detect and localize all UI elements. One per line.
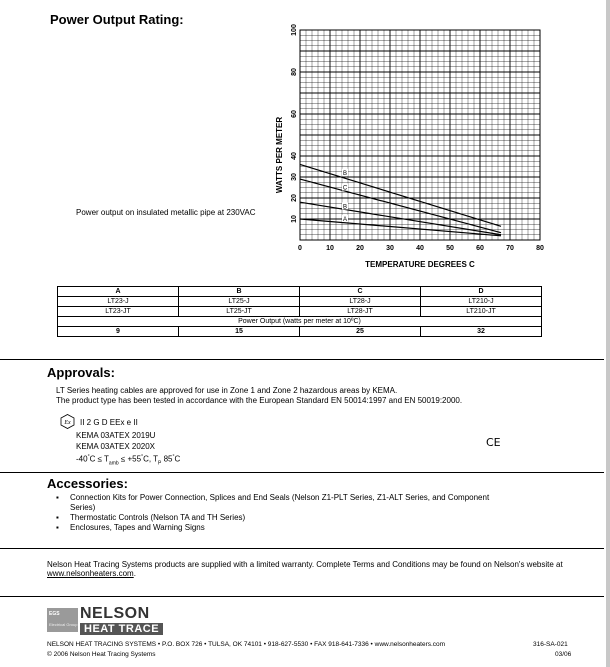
table-cell: LT28-JT	[300, 307, 421, 317]
series-label: A	[342, 217, 348, 223]
y-axis-label: WATTS PER METER	[275, 116, 284, 194]
doc-code: 316-SA-021	[533, 641, 568, 648]
x-tick-label: 60	[476, 245, 484, 252]
x-tick-label: 20	[356, 245, 364, 252]
x-tick-label: 0	[298, 245, 302, 252]
y-tick-label: 80	[291, 68, 298, 76]
series-label: B	[342, 204, 348, 211]
table-cell: LT25-J	[179, 297, 300, 307]
table-cell: LT23-J	[58, 297, 179, 307]
series-label: C	[342, 185, 348, 192]
temp-max: ≤ +55	[118, 454, 142, 464]
footer-copyright: © 2006 Nelson Heat Tracing Systems	[47, 651, 156, 658]
x-tick-label: 10	[326, 245, 334, 252]
table-row	[58, 327, 542, 337]
temp-unit: C	[174, 454, 181, 464]
x-tick-label: 50	[446, 245, 454, 252]
x-tick-label: 70	[506, 245, 514, 252]
table-cell: LT23-JT	[58, 307, 179, 317]
temp-rating: $-40^\circ C \le T_{amb} \le +55^\circ C$, $T_P$ 85°C	[76, 454, 181, 467]
power-output-title: Power Output Rating:	[50, 12, 184, 27]
x-tick-label: 80	[536, 245, 544, 252]
footer-address: NELSON HEAT TRACING SYSTEMS • P.O. BOX 726 • TULSA, OK 74101 • 918-627-5530 • FAX 918-641-7336 • www.nelsonheaters.com	[47, 641, 446, 648]
y-tick-label: 60	[291, 110, 298, 118]
brand-subtitle: HEAT TRACE	[80, 623, 163, 635]
table-cell: LT25-JT	[179, 307, 300, 317]
divider	[0, 359, 604, 360]
y-tick-label: 40	[291, 152, 298, 160]
chart-ticks	[291, 24, 544, 252]
power-output-caption: Power Output (watts per meter at 10ºC)	[58, 317, 542, 327]
table-cell: LT210-J	[421, 297, 542, 307]
accessories-list	[56, 493, 516, 533]
x-tick-label: 30	[386, 245, 394, 252]
table-row	[58, 317, 542, 327]
series-label: B	[342, 170, 348, 177]
x-axis-label: TEMPERATURE DEGREES C	[365, 260, 475, 269]
list-item: ▪ Thermostatic Controls (Nelson TA and TH Series)	[56, 513, 516, 523]
warranty-end: .	[133, 569, 136, 578]
approvals-line1: LT Series heating cables are approved for use in Zone 1 and Zone 2 hazardous areas by KEMA.	[56, 386, 398, 395]
y-tick-label: 30	[291, 173, 298, 181]
col-c-header: C	[300, 287, 421, 297]
col-d-header: D	[421, 287, 542, 297]
table-cell: 9	[58, 327, 179, 337]
y-tick-label: 100	[291, 24, 298, 36]
website-link[interactable]: www.nelsonheaters.com	[47, 569, 134, 578]
list-item: ▪ Connection Kits for Power Connection, Splices and End Seals (Nelson Z1-PLT Series, Z1-ALT Series, and Component Series)	[56, 493, 516, 513]
warranty-text	[47, 560, 577, 578]
temp-sub: P	[158, 460, 162, 467]
temp-part: C, T	[143, 454, 159, 464]
table-cell: 15	[179, 327, 300, 337]
table-cell: LT28-J	[300, 297, 421, 307]
col-b-header: B	[179, 287, 300, 297]
doc-date: 03/06	[555, 651, 572, 658]
accessories-title: Accessories:	[47, 476, 128, 491]
approvals-line2: The product type has been tested in accordance with the European Standard EN 50014:1997 and EN 50019:2000.	[56, 396, 463, 405]
table-row	[58, 307, 542, 317]
temp-sub: amb	[108, 460, 119, 467]
ex-marking: II 2 G D EEx e II	[80, 418, 138, 427]
brand-name: NELSON	[80, 605, 150, 622]
divider	[0, 472, 604, 473]
power-output-chart	[260, 20, 560, 275]
logo-text: EGS	[49, 611, 60, 617]
table-cell: 32	[421, 327, 542, 337]
y-tick-label: 10	[291, 215, 298, 223]
logo-subtext: Electrical Group	[49, 622, 78, 627]
x-tick-label: 40	[416, 245, 424, 252]
page-edge-bar	[606, 0, 610, 667]
chart-note: Power output on insulated metallic pipe at 230VAC	[76, 208, 256, 217]
temp-p: 85	[161, 454, 173, 464]
table-cell: 25	[300, 327, 421, 337]
temp-part: C ≤ T	[89, 454, 109, 464]
approvals-title: Approvals:	[47, 365, 115, 380]
y-tick-label: 20	[291, 194, 298, 202]
spec-table	[57, 286, 542, 337]
kema-cert-1: KEMA 03ATEX 2019U	[76, 431, 156, 440]
table-row	[58, 297, 542, 307]
ex-mark: Ex	[64, 420, 71, 426]
kema-cert-2: KEMA 03ATEX 2020X	[76, 442, 156, 451]
warranty-body: Nelson Heat Tracing Systems products are supplied with a limited warranty. Complete Terms and Conditions may be found on Nelson's website at	[47, 560, 563, 569]
ex-hexagon-icon	[60, 414, 75, 429]
divider	[0, 548, 604, 549]
table-header-row	[58, 287, 542, 297]
list-item: ▪ Enclosures, Tapes and Warning Signs	[56, 523, 516, 533]
ce-mark: CE	[486, 436, 501, 449]
table-cell: LT210-JT	[421, 307, 542, 317]
egs-logo	[47, 608, 78, 632]
col-a-header: A	[58, 287, 179, 297]
divider	[0, 596, 604, 597]
temp-min: -40	[76, 454, 88, 464]
